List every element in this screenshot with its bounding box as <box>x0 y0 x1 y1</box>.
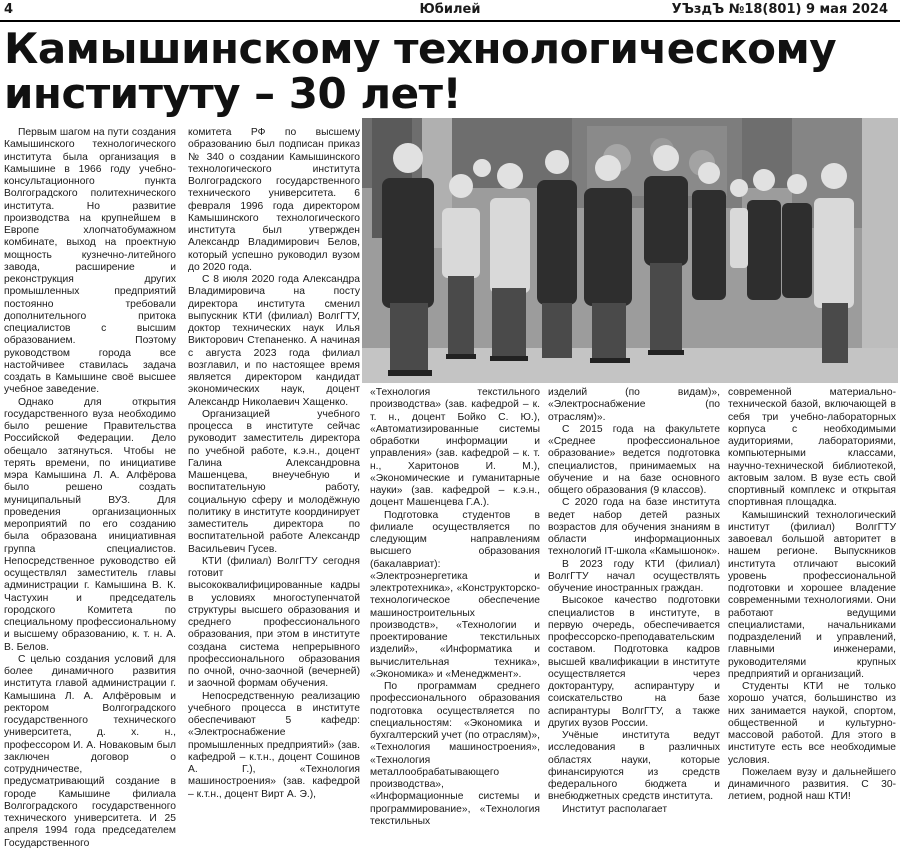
article-paragraph: Первым шагом на пути создания Камышинского технологического института была организация в Камышине в 1966 году учебно-консультационного пункта Волгоградского политехнического института. Но развитие производства на крупнейшем в Европе хлопчатобумажном комбинате, выход на проектную мощность кузнечно-литейного завода, расширение и реконструкция других промышленных предприятий постоянно требовали дополнительного притока специалистов с высшим образованием. Поэтому руководством города все настойчивее ставилась задача создать в Камышине своё высшее учебное заведение. <box>4 127 176 396</box>
article-paragraph: Высокое качество подготовки специалистов в институте, в первую очередь, обеспечивается профессорско-преподавательским составом. Подготовка кадров высшей квалификации в институте осуществляется через докторантуру, аспирантуру и соискательство на базе аспирантуры ВолгГТУ, а также других вузов России. <box>548 595 720 729</box>
article-paragraph: Однако для открытия государственного вуза необходимо было решение Правительства Российской Федерации. Дело обещало затянуться. Чтобы не терять времени, по инициативе мэра Камышина Л. А. Алфёрова было решено создать муниципальный ВУЗ. Для проведения организационных мероприятий по его созданию была образована инициативная группа специалистов. Непосредственное руководство ей осуществлял заместитель главы администрации г. Камышина В. К. Частухин и председатель городского Комитета по специальному профессиональному и высшему образованию, к. т. н. А. В. Белов. <box>4 396 176 653</box>
article-paragraph: Студенты КТИ не только хорошо учатся, большинство из них занимается наукой, спортом, общественной и культурно-массовой работой. Для этого в институте есть все необходимые условия. <box>728 681 896 766</box>
article-paragraph: Институт располагает <box>562 803 668 815</box>
group-photo <box>362 118 898 383</box>
headline: Камышинскому технологическому институту – 30 лет! <box>4 24 837 118</box>
text-column-1 <box>4 127 176 849</box>
article-paragraph: «Технология текстильного производства» (зав. кафедрой – к. т. н., доцент Бойко С. Ю.), «Автоматизированные системы обработки информации и управления» (зав. кафедрой – к. т. н., Харитонов И. М.), «Экономические и гуманитарные науки» (зав. кафедрой – к.э.н., доцент Машенцева Г.А.). <box>370 387 540 509</box>
article-paragraph: Организацией учебного процесса в институте сейчас руководит заместитель директора по учебной работе, к.э.н., доцент Галина Александровна Машенцева, внеучебную и воспитательную работу, социальную сферу и молодёжную политику в институте координирует заместитель директора по воспитательной работе Александр Васильевич Гусев. <box>188 408 360 555</box>
article-paragraph: Непосредственную реализацию учебного процесса в институте обеспечивают 5 кафедр: «Электроснабжение промышленных предприятий» (зав. кафедрой – к.т.н., доцент Сошинов А. Г.), «Технология машиностроения» (зав. кафедрой – к.т.н., доцент Вирт А. Э.), <box>188 690 360 800</box>
page-header <box>0 0 900 22</box>
article-paragraph: С 2020 года на базе института ведет набор детей разных возрастов для обучения знаниям в области информационных технологий IT-школа «Камышонок». <box>548 497 720 558</box>
article-paragraph: комитета РФ по высшему образованию был подписан приказ № 340 о создании Камышинского технологического института Волгоградского государственного технического университета. 6 февраля 1996 года директором Камышинского технологического института был утвержден Александр Владимирович Белов, который успешно руководил вузом до 2020 года. <box>188 127 360 273</box>
article-paragraph: С целью создания условий для более динамичного развития института главой администрации г. Камышина Л. А. Алфёровым и ректором Волгоградского государственного технического университета, д. х. н., профессором И. А. Новаковым был заключен договор о сотрудничестве, предусматривающий создание в городе Камышине филиала Волгоградского государственного технического университета. И 25 апреля 1994 года председателем Государственного <box>4 653 176 849</box>
header-rule <box>0 20 900 22</box>
text-column-4 <box>548 387 720 815</box>
text-column-2 <box>188 127 360 800</box>
article-paragraph: изделий (по видам)», «Электроснабжение (по отраслям)». <box>548 387 720 423</box>
text-column-3 <box>370 387 540 827</box>
article-paragraph: КТИ (филиал) ВолгГТУ сегодня готовит высококвалифицированные кадры в условиях многоступенчатой структуры высшего образования и среднего профессионального образования, при этом в институте создана система непрерывного профессионального образования по очной, очно-заочной (вечерней) и заочной формам обучения. <box>188 555 360 690</box>
text-column-5 <box>728 387 896 803</box>
section-title: Юбилей <box>419 2 481 17</box>
page-number: 4 <box>4 2 14 17</box>
article-paragraph: Учёные института ведут исследования в различных областях науки, которые финансируются из средств федерального бюджета и внебюджетных средств института. <box>548 730 720 803</box>
article-paragraph: С 8 июля 2020 года Александра Владимировича на посту директора института сменил выпускник КТИ (филиал) ВолгГТУ, доктор технических наук Илья Викторович Степаненко. А начиная с августа 2023 года филиал возглавил, и по настоящее время является директором кандидат экономических наук, доцент Александр Николаевич Хащенко. <box>188 274 360 408</box>
article-paragraph: современной материально-технической базой, включающей в себя три учебно-лабораторных корпуса с необходимыми аудиториями, лабораториями, компьютерными классами, научно-технической библиотекой, актовым залом. В вузе есть свой спортивный комплекс и открытая спортивная площадка. <box>728 387 896 509</box>
article-paragraph: С 2015 года на факультете «Среднее профессиональное образование» ведется подготовка специалистов, принимаемых на обучение и на базе основного общего образования (9 классов). <box>548 423 720 496</box>
article-paragraph: Подготовка студентов в филиале осуществляется по следующим направлениям высшего образования (бакалавриат): «Электроэнергетика и электротехника», «Конструкторско-технологическое обеспечение машиностроительных производств», «Технологии и проектирование текстильных изделий», «Информатика и вычислительная техника», «Экономика» и «Менеджмент». <box>370 509 540 680</box>
article-paragraph: По программам среднего профессионального образования подготовка осуществляется по специальностям: «Экономика и бухгалтерский учет (по отраслям)», «Технология машиностроения», «Технология металлообрабатывающего производства», «Информационные системы и программирование», «Технология текстильных <box>370 681 540 827</box>
article-paragraph: В 2023 году КТИ (филиал) ВолгГТУ начал осуществлять обучение иностранных граждан. <box>548 558 720 594</box>
issue-info: УЪздЪ №18(801) 9 мая 2024 <box>671 2 888 17</box>
article-paragraph: Камышинский технологический институт (филиал) ВолгГТУ завоевал большой авторитет в нашем регионе. Выпускников института отличают высокий уровень профессиональной подготовки и хорошее владение современными технологиями. Они работают ведущими специалистами, начальниками подразделений и управлений, главными инженерами, руководителями крупных предприятий и организаций. <box>728 509 896 680</box>
article-paragraph: Пожелаем вузу и дальнейшего динамичного развития. С 30-летием, родной наш КТИ! <box>728 766 896 803</box>
